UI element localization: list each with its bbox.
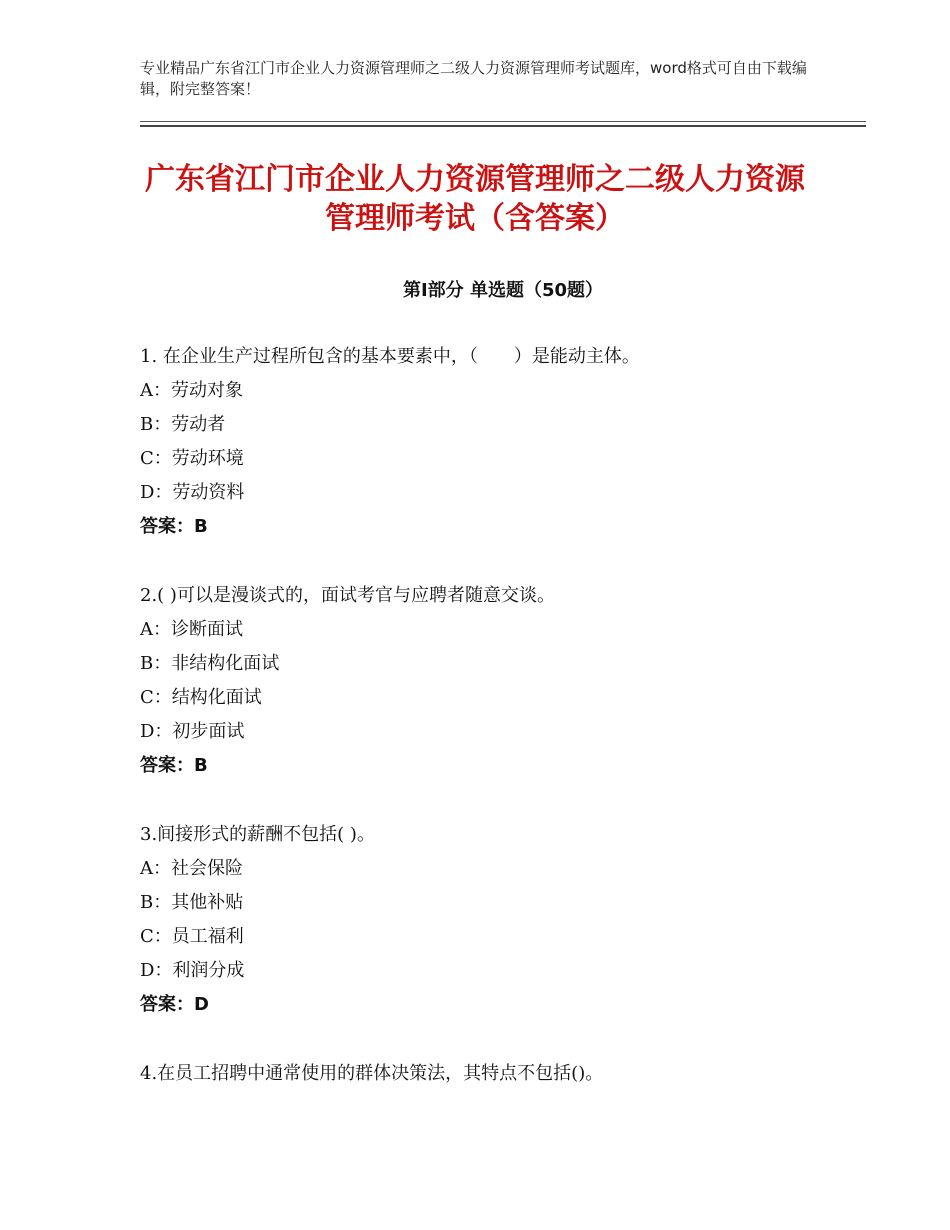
- option-b: B：其他补贴: [140, 892, 244, 913]
- question-stem: 4.在员工招聘中通常使用的群体决策法，其特点不包括()。: [140, 1063, 604, 1084]
- question-stem: 3.间接形式的薪酬不包括( )。: [140, 824, 375, 845]
- answer: 答案：B: [140, 516, 208, 537]
- question-2: [140, 579, 866, 783]
- option-c: C：劳动环境: [140, 448, 244, 469]
- question-stem: 2.( )可以是漫谈式的，面试考官与应聘者随意交谈。: [140, 585, 555, 606]
- header-rule-thick: [140, 125, 866, 127]
- question-4: [140, 1057, 866, 1091]
- document-title: 广东省江门市企业人力资源管理师之二级人力资源管理师考试（含答案）: [145, 162, 805, 236]
- answer: 答案：B: [140, 755, 208, 776]
- option-c: C：结构化面试: [140, 687, 262, 708]
- option-d: D：利润分成: [140, 960, 245, 981]
- section-heading: 第Ⅰ部分 单选题（50题）: [402, 280, 603, 301]
- question-stem: 1. 在企业生产过程所包含的基本要素中，（ ）是能动主体。: [140, 346, 640, 367]
- header-note: 专业精品广东省江门市企业人力资源管理师之二级人力资源管理师考试题库，word格式可自由下载编辑，附完整答案！: [140, 59, 807, 98]
- option-a: A：社会保险: [140, 858, 243, 879]
- option-c: C：员工福利: [140, 926, 244, 947]
- option-a: A：诊断面试: [140, 619, 243, 640]
- question-1: [140, 340, 866, 544]
- option-a: A：劳动对象: [140, 380, 243, 401]
- question-3: [140, 818, 866, 1022]
- answer: 答案：D: [140, 994, 209, 1015]
- option-b: B：非结构化面试: [140, 653, 280, 674]
- header-rule-thin: [140, 121, 866, 122]
- option-d: D：劳动资料: [140, 482, 245, 503]
- option-d: D：初步面试: [140, 721, 245, 742]
- option-b: B：劳动者: [140, 414, 226, 435]
